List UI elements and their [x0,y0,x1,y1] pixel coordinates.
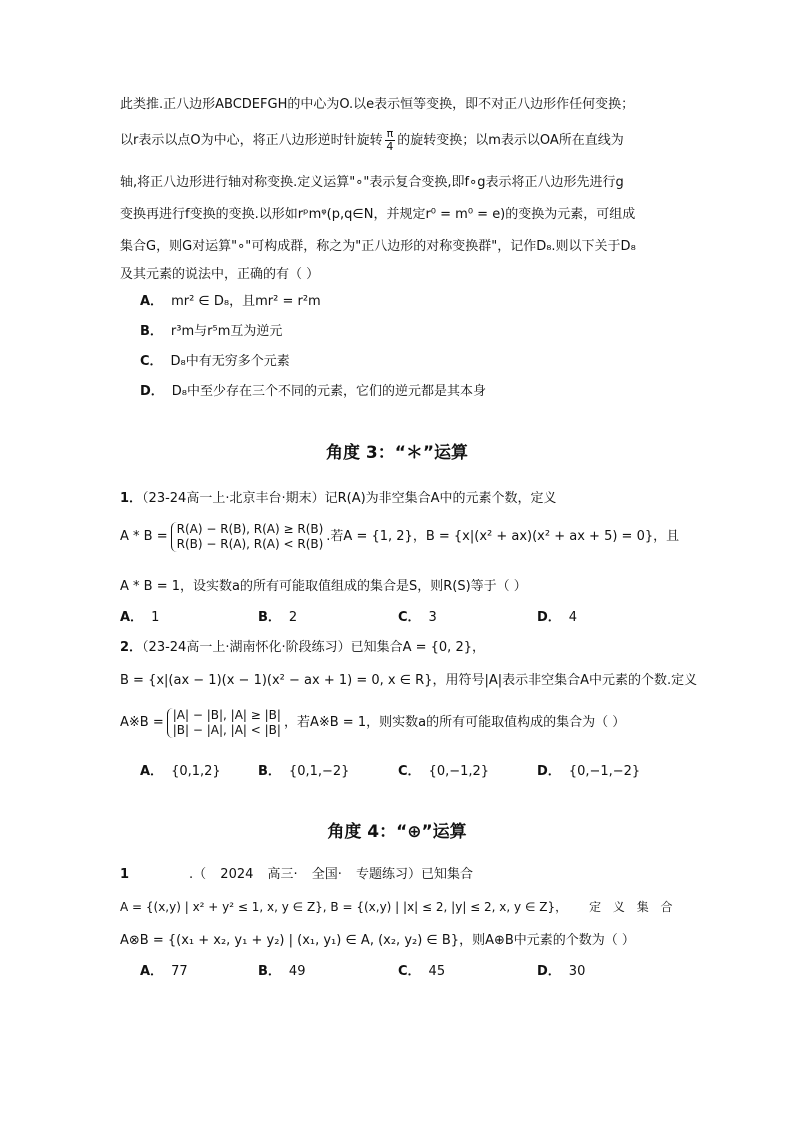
question-text: （23-24高一上·湖南怀化·阶段练习）已知集合A = {0, 2}， [142,640,485,655]
intro-line-2-end: 的旋转变换；以m表示以OA所在直线为 [397,133,624,148]
option-text: 45 [428,964,446,979]
case-1: |A| − |B|, |A| ≥ |B| [172,707,281,722]
s3-q1-option-d [537,608,577,628]
question-number: 1 [120,867,130,882]
s3-q1-definition [120,520,680,560]
option-text: mr² ∈ D₈，且mr² = r²m [171,294,321,309]
section-3-heading: 角度 3：“＊”运算 [325,443,469,463]
s3-q2-line-2: B = {x|(ax − 1)(x − 1)(x² − ax + 1) = 0, x ∈ R}，用符号|A|表示非空集合A中元素的个数.定义 [120,673,698,688]
intro-line-4: 变换再进行f变换的变换.以形如rᵖmᵠ(p,q∈N，并规定r⁰ = m⁰ = e)的变换为元素，可组成 [120,207,636,222]
piecewise-brace [171,522,324,552]
option-label: D． [537,610,561,625]
option-text: {0,−1,−2} [568,764,641,779]
s3-q1-option-a [120,608,159,628]
intro-line-6: 及其元素的说法中，正确的有（ ） [120,267,320,282]
s3-q1-option-b [258,608,297,628]
option-label: A． [140,294,164,309]
s4-q1-line-2 [120,896,680,918]
option-label: A． [140,964,164,979]
s4-q1-option-a [140,962,188,982]
s4-q1-line-1 [120,864,680,886]
option-label: D． [140,384,164,399]
option-text: 1 [151,610,160,625]
question-text: （23-24高一上·北京丰台·期末）记R(A)为非空集合A中的元素个数，定义 [142,491,557,506]
piecewise-brace [167,708,281,738]
fraction-denominator: 4 [386,140,394,153]
intro-line-2-start: 以r表示以点O为中心，将正八边形逆时针旋转 [120,133,383,148]
intro-option-c [140,352,290,372]
option-label: C． [140,354,163,369]
option-label: B． [258,610,281,625]
intro-option-d [140,382,486,402]
s3-q2-option-a [140,762,221,782]
option-text: 3 [428,610,437,625]
option-text: D₈中有无穷多个元素 [170,354,290,369]
s3-q2-option-c [398,762,489,782]
fraction-pi-over-4 [385,128,396,153]
option-label: D． [537,964,561,979]
define-set-text: 定 义 集 合 [589,900,673,914]
option-text: {0,1,2} [171,764,221,779]
s3-q1-line-3: A * B = 1，设实数a的所有可能取值组成的集合是S，则R(S)等于（ ） [120,579,527,594]
s3-q2-line-1 [120,637,680,659]
question-number: 1． [120,491,143,506]
s4-q1-option-b [258,962,305,982]
option-text: 49 [288,964,306,979]
question-text: .（ 2024 高三· 全国· 专题练习）已知集合 [189,867,474,882]
option-label: C． [398,610,421,625]
option-label: B． [258,764,281,779]
s3-q1-line-1 [120,488,680,510]
s3-q2-option-b [258,762,349,782]
intro-line-5: 集合G，则G对运算"∘"可构成群，称之为"正八边形的对称变换群"，记作D₈.则以下关于D₈ [120,239,636,254]
case-2: R(B) − R(A), R(A) < R(B) [176,536,324,551]
option-text: r³m与r⁵m互为逆元 [170,324,283,339]
option-label: B． [258,964,281,979]
s3-q2-definition [120,706,680,746]
case-1: R(A) − R(B), R(A) ≥ R(B) [176,521,324,536]
question-number: 2． [120,640,143,655]
s4-q1-line-3: A⊗B = {(x₁ + x₂, y₁ + y₂) | (x₁, y₁) ∈ A, (x₂, y₂) ∈ B}，则A⊕B中元素的个数为（ ） [120,933,635,948]
s4-q1-option-d [537,962,585,982]
option-label: C． [398,964,421,979]
intro-option-a [140,292,321,312]
option-label: A． [120,610,144,625]
definition-prefix: A * B = [120,529,168,544]
option-label: B． [140,324,163,339]
option-text: 4 [568,610,578,625]
option-text: 77 [171,964,188,979]
option-label: D． [537,764,561,779]
set-definitions: A = {(x,y) | x² + y² ≤ 1, x, y ∈ Z}, B = {(x,y) | |x| ≤ 2, |y| ≤ 2, x, y ∈ Z}， [120,900,568,914]
intro-line-1: 此类推.正八边形ABCDEFGH的中心为O.以e表示恒等变换，即不对正八边形作任何变换； [120,97,635,112]
option-text: {0,1,−2} [288,764,350,779]
option-text: 30 [568,964,586,979]
option-text: D₈中至少存在三个不同的元素，它们的逆元都是其本身 [171,384,487,399]
case-2: |B| − |A|, |A| < |B| [172,722,281,737]
option-label: A． [140,764,164,779]
definition-prefix: A※B = [120,715,164,730]
option-text: {0,−1,2} [428,764,490,779]
fraction-numerator: π [386,127,394,140]
intro-line-3: 轴,将正八边形进行轴对称变换.定义运算"∘"表示复合变换,即f∘g表示将正八边形先进行g [120,175,624,190]
option-label: C． [398,764,421,779]
intro-option-b [140,322,282,342]
section-4-heading: 角度 4：“⊕”运算 [327,822,467,842]
s4-q1-option-c [398,962,445,982]
option-text: 2 [288,610,298,625]
intro-line-2 [120,128,680,153]
s3-q2-option-d [537,762,640,782]
definition-suffix: ，若A※B = 1，则实数a的所有可能取值构成的集合为（ ） [283,715,626,730]
s3-q1-option-c [398,608,437,628]
definition-suffix: .若A = {1, 2}，B = {x|(x² + ax)(x² + ax + 5) = 0}，且 [326,529,680,544]
